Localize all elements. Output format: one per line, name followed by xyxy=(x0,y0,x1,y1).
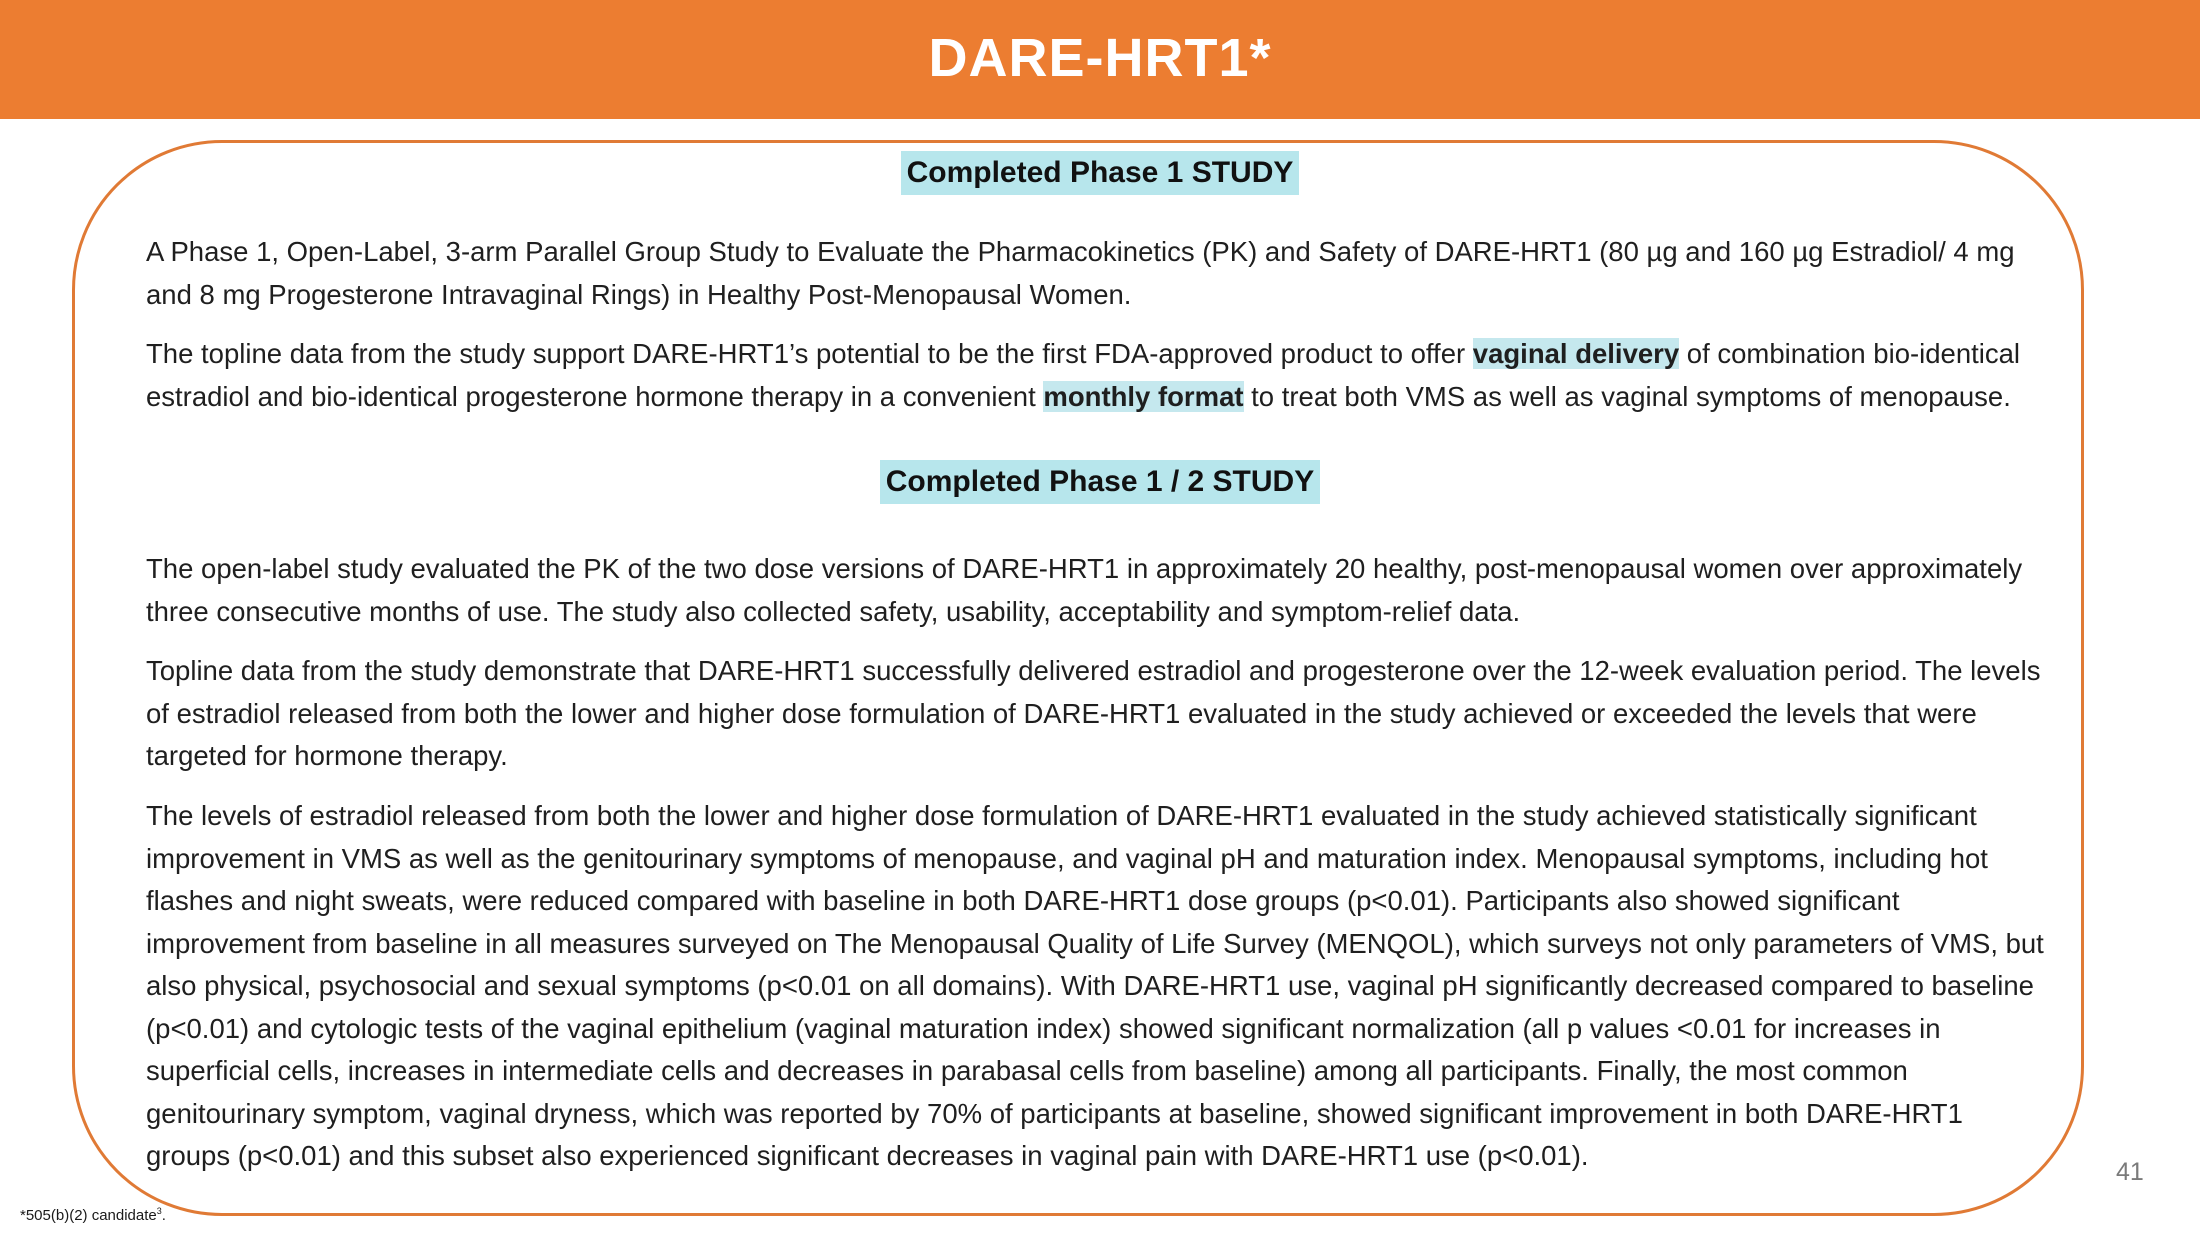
footnote xyxy=(20,1206,166,1224)
phase12-results-paragraph: The levels of estradiol released from both the lower and higher dose formulation of DARE-HRT1 evaluated in the study achieved statistically significant improvement in VMS as well as the genitourinary symptoms of menopause, and vaginal pH and maturation index. Menopausal symptoms, including hot flashes and night sweats, were reduced compared with baseline in both DARE-HRT1 dose groups (p<0.01). Participants also showed significant improvement from baseline in all measures surveyed on The Menopausal Quality of Life Survey (MENQOL), which surveys not only parameters of VMS, but also physical, psychosocial and sexual symptoms (p<0.01 on all domains). With DARE-HRT1 use, vaginal pH significantly decreased compared to baseline (p<0.01) and cytologic tests of the vaginal epithelium (vaginal maturation index) showed significant normalization (all p values <0.01 for increases in superficial cells, increases in intermediate cells and decreases in parabasal cells from baseline) among all participants. Finally, the most common genitourinary symptom, vaginal dryness, which was reported by 70% of participants at baseline, showed significant improvement in both DARE-HRT1 groups (p<0.01) and this subset also experienced significant decreases in vaginal pain with DARE-HRT1 use (p<0.01). xyxy=(146,800,2044,1171)
monthly-format-highlight: monthly format xyxy=(1043,380,1244,412)
footnote-period: . xyxy=(161,1207,166,1224)
section-heading-row xyxy=(0,460,2200,504)
phase12-topline-paragraph: Topline data from the study demonstrate that DARE-HRT1 successfully delivered estradiol and progesterone over the 12-week evaluation period. The levels of estradiol released from both the lower and higher dose formulation of DARE-HRT1 evaluated in the study achieved or exceeded the levels that were targeted for hormone therapy. xyxy=(146,655,2041,771)
topline-text-3: to treat both VMS as well as vaginal symptoms of menopause. xyxy=(1243,380,2011,412)
page-number: 41 xyxy=(2116,1158,2144,1186)
phase1-study-description: A Phase 1, Open-Label, 3-arm Parallel Group Study to Evaluate the Pharmacokinetics (PK) and Safety of DARE-HRT1 (80 µg and 160 µg Estradiol/ 4 mg and 8 mg Progesterone Intravaginal Rings) in Healthy Post-Menopausal Women. xyxy=(146,236,2015,310)
phase12-heading: Completed Phase 1 / 2 STUDY xyxy=(880,460,1320,504)
page-title: DARE-HRT1* xyxy=(928,27,1272,88)
topline-text-2: of combination bio-identical estradiol and bio-identical progesterone hormone therapy in a convenient xyxy=(146,338,2021,412)
phase1-heading: Completed Phase 1 STUDY xyxy=(901,151,1300,195)
topline-text-1: The topline data from the study support DARE-HRT1’s potential to be the first FDA-approved product to offer xyxy=(146,338,1473,369)
vaginal-delivery-highlight: vaginal delivery xyxy=(1472,338,1680,369)
title-banner xyxy=(0,0,2200,119)
footnote-text: *505(b)(2) candidate xyxy=(20,1207,157,1224)
phase12-study-description: The open-label study evaluated the PK of the two dose versions of DARE-HRT1 in approximately 20 healthy, post-menopausal women over approximately three consecutive months of use. The study also collected safety, usability, acceptability and symptom-relief data. xyxy=(146,553,2023,627)
section-heading-row xyxy=(0,151,2200,195)
footnote-reference: 3 xyxy=(156,1206,162,1216)
phase1-topline-paragraph xyxy=(146,333,2046,418)
